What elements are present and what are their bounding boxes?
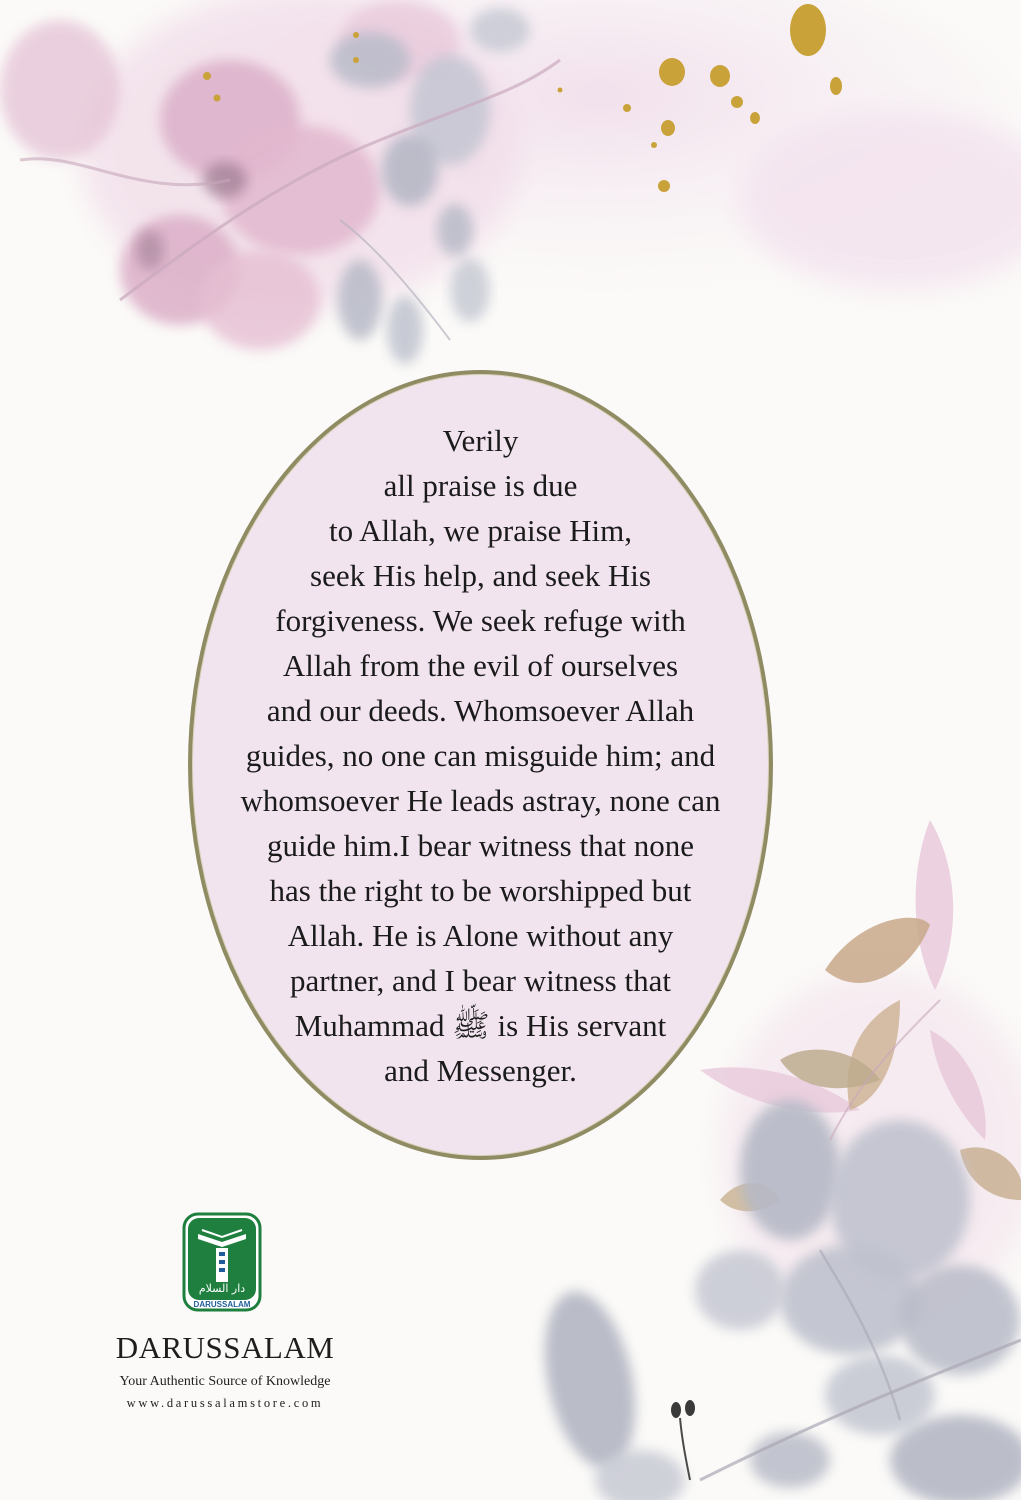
logo-arabic-text: دار السلام	[198, 1282, 246, 1295]
publisher-website: www.darussalamstore.com	[126, 1396, 324, 1410]
verse-line: partner, and I bear witness that	[290, 963, 671, 998]
verse-line: whomsoever He leads astray, none can	[240, 783, 721, 818]
verse-line: Muhammad ﷺ is His servant	[294, 1008, 667, 1043]
logo-caption: DARUSSALAM	[193, 1300, 251, 1309]
verse-line: to Allah, we praise Him,	[328, 513, 633, 548]
verse-line: guides, no one can misguide him; and	[245, 738, 716, 773]
verse-line: all praise is due	[383, 468, 578, 503]
verse-line: Allah. He is Alone without any	[287, 918, 674, 953]
verse-line: Verily	[442, 423, 519, 458]
verse-line: and our deeds. Whomsoever Allah	[266, 693, 695, 728]
verse-line: seek His help, and seek His	[310, 558, 651, 593]
verse-line: guide him.I bear witness that none	[266, 828, 694, 863]
verse-line: has the right to be worshipped but	[269, 873, 692, 908]
verse-line: Allah from the evil of ourselves	[282, 648, 679, 683]
darussalam-logo	[182, 1212, 262, 1312]
verse-line: forgiveness. We seek refuge with	[275, 603, 686, 638]
praise-verse-text	[188, 418, 773, 1093]
publisher-tagline: Your Authentic Source of Knowledge	[119, 1374, 331, 1389]
top-floral-cluster	[0, 0, 1021, 364]
publisher-name: DARUSSALAM	[115, 1330, 335, 1365]
verse-line: and Messenger.	[384, 1053, 577, 1088]
